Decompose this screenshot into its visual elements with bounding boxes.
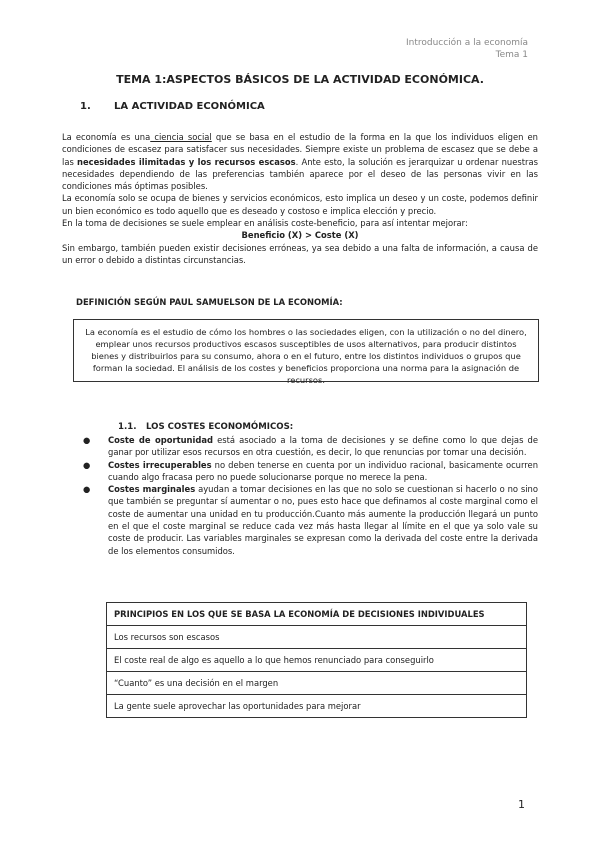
page-header: [406, 37, 528, 61]
list-item: [80, 434, 538, 459]
paragraph: La economía solo se ocupa de bienes y servicios económicos, esto implica un deseo y un coste, podemos definir un bien económico es todo aquello que es deseado y costoso e implica elección y precio.: [62, 193, 538, 216]
section-number: 1.: [80, 101, 91, 112]
table-cell: Los recursos son escasos: [107, 626, 527, 649]
table-cell: La gente suele aprovechar las oportunidades para mejorar: [107, 695, 527, 718]
subsection-number: 1.1.: [118, 422, 137, 432]
table-cell: “Cuanto” es una decisión en el margen: [107, 672, 527, 695]
formula: Beneficio (X) > Coste (X): [241, 230, 359, 241]
term: Costes marginales: [108, 484, 196, 495]
paragraph: Sin embargo, también pueden existir decisiones erróneas, ya sea debido a una falta de información, a causa de un error o debido a distintas circunstancias.: [62, 242, 538, 265]
subsection-title: LOS COSTES ECONOMÓMICOS:: [146, 422, 294, 432]
text: ayudan a tomar decisiones en las que no solo se cuestionan si hacerlo o no sino que también se preguntar sí aumentar o no, pues esto hace que definamos al coste marginal como el coste de aumentar una unidad en tu producción.Cuanto más aumente la producción llegará un punto en el que el coste marginal se reduce cada vez más hasta llegar al límite en el que ya solo vale su coste de producir. Las variables marginales se expresan como la derivada del coste entre la derivada de los elementos consumidos.: [108, 484, 538, 556]
list-item: [80, 483, 538, 557]
bullet-icon: ●: [83, 435, 91, 445]
header-course: Introducción a la economía: [405, 38, 528, 48]
paragraph: [62, 131, 538, 192]
table-row: [107, 672, 527, 695]
text: está asociado a la toma de decisiones y se define como lo que dejas de ganar por utilizar esos recursos en otra cuestión, es decir, lo que renuncias por tomar una decisión.: [108, 435, 538, 458]
subsection-heading: [118, 422, 293, 432]
paragraph: En la toma de decisiones se suele emplear en análisis coste-beneficio, para así intentar mejorar:: [62, 218, 468, 229]
list-item: [80, 459, 538, 484]
definition-box: La economía es el estudio de cómo los hombres o las sociedades eligen, con la utilización o no del dinero, emplear unos recursos productivos escasos susceptibles de usos alternativos, para producir distintos bienes y distribuirlos para su consumo, ahora o en el futuro, entre los distintos individuos o grupos que forman la sociedad. El análisis de los costes y beneficios proporciona una norma para la asignación de recursos.: [73, 319, 539, 382]
bullet-icon: ●: [83, 459, 91, 470]
text: no deben tenerse en cuenta por un individuo racional, basicamente ocurren cuando algo fracasa pero no puede solucionarse porque no merece la pena.: [108, 459, 538, 482]
bullet-icon: ●: [83, 484, 91, 495]
table-row: [107, 626, 527, 649]
table-row: [107, 695, 527, 718]
table-row: [107, 649, 527, 672]
text: . Ante esto, la solución es jerarquizar u ordenar nuestras necesidades dependiendo de las preferencias también aparece por el deseo de las personas vivir en las condiciones más óptimas posibles.: [62, 156, 538, 192]
page-title: TEMA 1:ASPECTOS BÁSICOS DE LA ACTIVIDAD ECONÓMICA.: [116, 73, 484, 86]
bold-text: necesidades ilimitadas y los recursos escasos: [76, 156, 296, 167]
bullet-list: [80, 434, 538, 557]
table-header: PRINCIPIOS EN LOS QUE SE BASA LA ECONOMÍA DE DECISIONES INDIVIDUALES: [107, 603, 527, 626]
link-ciencia-social[interactable]: ciencia social: [150, 132, 212, 142]
table-header-row: [107, 603, 527, 626]
body-text: [62, 131, 538, 266]
term: Coste de oportunidad: [108, 435, 214, 445]
header-topic: Tema 1: [495, 50, 528, 60]
table-cell: El coste real de algo es aquello a lo que hemos renunciado para conseguirlo: [107, 649, 527, 672]
page-number: 1: [518, 798, 525, 811]
section-heading: [80, 101, 265, 112]
term: Costes irrecuperables: [108, 459, 212, 470]
definition-heading: DEFINICIÓN SEGÚN PAUL SAMUELSON DE LA ECONOMÍA:: [76, 297, 343, 307]
principles-table: [106, 602, 527, 718]
text: La economía es una: [62, 132, 151, 142]
section-title: LA ACTIVIDAD ECONÓMICA: [114, 101, 265, 112]
text: que se basa en el estudio de la forma en la que los individuos eligen en condiciones de escasez para satisfacer sus necesidades. Siempre existe un problema de escasez que se debe a las: [62, 132, 538, 167]
